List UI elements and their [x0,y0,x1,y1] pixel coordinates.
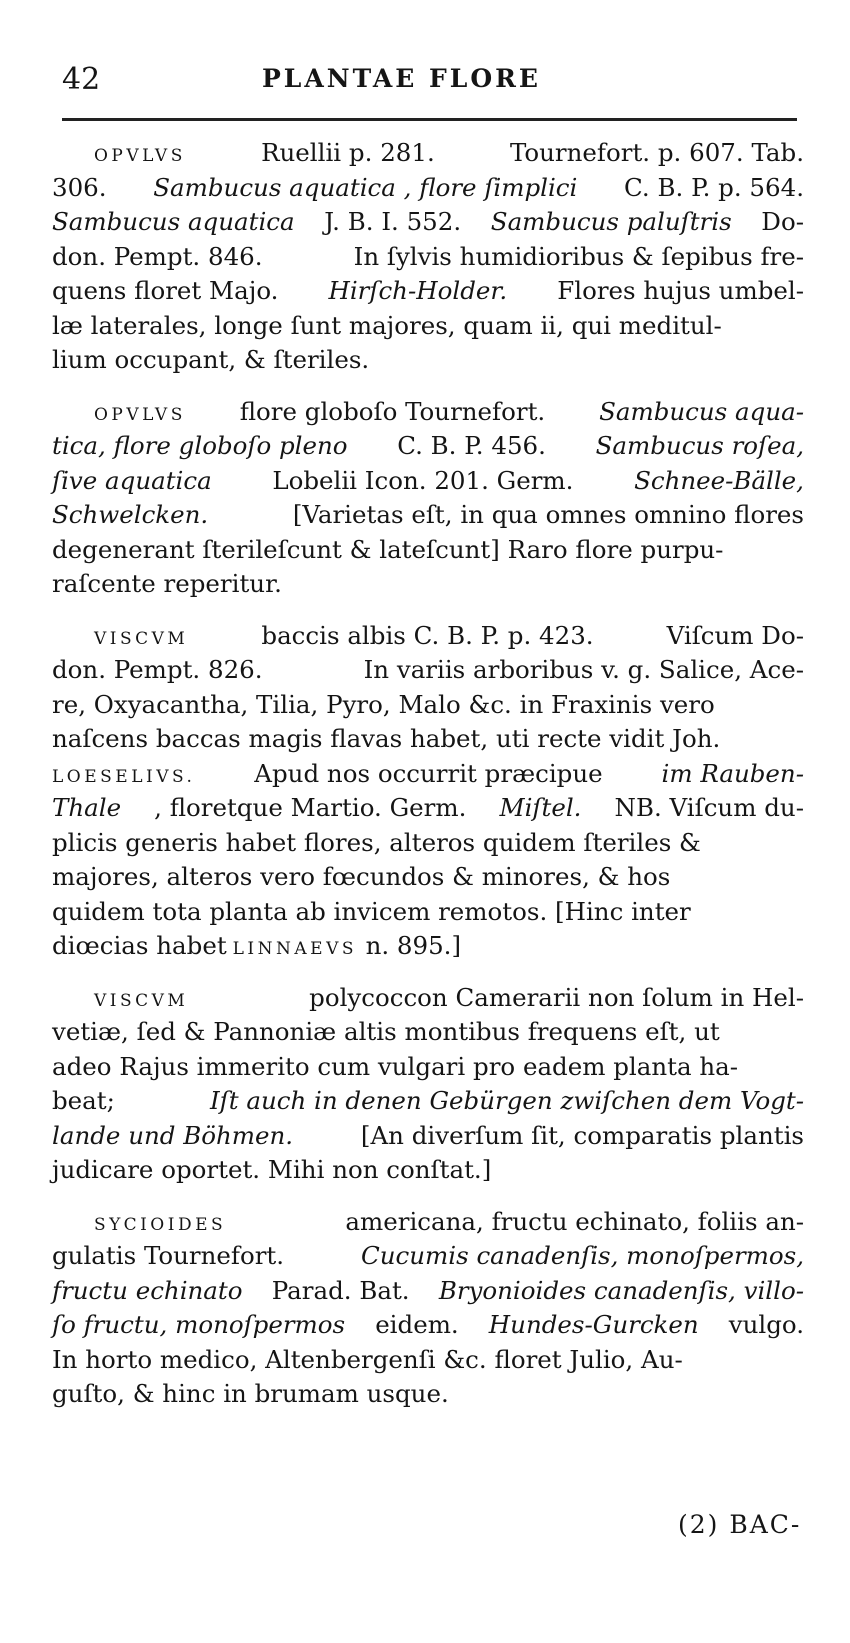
text-line [52,309,804,344]
text-line [52,688,804,723]
text-line [52,1308,804,1343]
text-line [52,860,804,895]
text-segment: n. 895.] [365,931,462,960]
text-segment: J. B. I. 552. [324,207,462,236]
text-segment: , floretque Martio. Germ. [154,793,467,822]
text-segment: beat; [52,1086,115,1115]
italic-text: im Rauben- [661,758,804,788]
text-line [52,136,804,171]
text-segment: Ruellii p. 281. [261,138,435,167]
entry-paragraph [52,619,804,964]
text-line [52,1050,804,1085]
text-line [52,1239,804,1274]
italic-text: ſo fructu, monoſpermos [52,1310,346,1339]
text-line [52,826,804,861]
text-segment: baccis albis C. B. P. p. 423. [261,620,594,650]
text-line [52,205,804,240]
entry-heading-word: OPVLVS [94,404,186,425]
italic-text: Hirſch-Holder. [328,276,508,305]
text-segment: adeo Rajus immerito cum vulgari pro eadem planta ha- [52,1051,739,1081]
entry-paragraph [52,1205,804,1412]
text-line [52,722,804,757]
text-segment: læ laterales, longe ſunt majores, quam ii, qui meditul- [52,310,722,340]
text-segment: In ſylvis humidioribus & ſepibus fre- [353,241,804,271]
text-segment: 306. [52,172,107,202]
italic-text: Iſt auch in denen Gebürgen zwiſchen dem Vogt- [209,1086,804,1115]
text-segment: In variis arboribus v. g. Salice, Ace- [363,655,804,684]
text-line [52,274,804,309]
entry-heading-word: SYCIOIDES [94,1214,227,1235]
text-line [52,653,804,688]
text-line [52,343,804,378]
text-segment: quidem tota planta ab invicem remotos. [Hinc inter [52,896,691,926]
text-segment: vulgo. [728,1310,804,1339]
text-line [52,757,804,792]
entry-paragraph [52,981,804,1188]
text-segment: Tournefort. p. 607. Tab. [509,138,804,167]
italic-text: Bryonioides canadenſis, villo- [438,1275,804,1305]
text-segment: lium occupant, & ſteriles. [52,345,370,374]
text-line [52,395,804,430]
text-segment: Flores hujus umbel- [557,276,804,305]
text-segment: quens floret Majo. [52,276,279,305]
entry-paragraph [52,395,804,602]
italic-text: Thale [52,793,122,822]
entry-heading-word: VISCVM [94,628,189,649]
text-segment: degenerant ſterileſcunt & lateſcunt] Raro flore purpu- [52,534,724,564]
text-segment: [An diverſum ſit, comparatis plantis [360,1120,804,1150]
italic-text: Sambucus paluſtris [490,207,732,236]
italic-text: Sambucus aquatica , flore ſimplici [153,172,578,202]
text-segment: judicare oportet. Mihi non conſtat.] [52,1155,492,1184]
text-segment: re, Oxyacantha, Tilia, Pyro, Malo &c. in Fraxinis vero [52,689,715,719]
entry-heading-word: LINNAEVS [232,939,357,959]
entry-heading-word: LOESELIVS. [52,766,196,787]
italic-text: ſive aquatica [52,465,212,495]
italic-text: fructu echinato [52,1275,243,1305]
text-line [52,1153,804,1188]
text-segment: polycoccon Camerarii non ſolum in Hel- [309,982,804,1012]
text-line [52,1084,804,1119]
text-line [52,171,804,206]
italic-text: Sambucus roſea, [595,431,804,460]
text-segment: don. Pempt. 846. [52,241,263,271]
text-segment: americana, fructu echinato, foliis an- [345,1206,804,1236]
text-segment: In horto medico, Altenbergenſi &c. floret Julio, Au- [52,1344,683,1374]
text-segment: NB. Viſcum du- [614,793,804,822]
text-line [52,895,804,930]
italic-text: Sambucus aqua- [599,396,804,426]
text-segment: don. Pempt. 826. [52,655,263,684]
header-rule [62,118,797,121]
text-line [52,619,804,654]
text-line [52,1015,804,1050]
text-line [52,464,804,499]
italic-text: Schnee-Bälle, [634,465,804,495]
italic-text: Hundes-Gurcken [488,1310,699,1339]
text-segment: C. B. P. p. 564. [624,172,804,202]
text-segment: Do- [761,207,804,236]
text-line [52,929,804,964]
italic-text: Schwelcken. [52,500,209,529]
text-line [52,533,804,568]
page-header [62,62,792,102]
text-line [52,1377,804,1412]
entry-heading-word: OPVLVS [94,146,186,166]
text-segment: [Varietas eſt, in qua omnes omnino flores [292,500,804,529]
text-line [52,981,804,1016]
text-line [52,1119,804,1154]
text-segment: flore globoſo Tournefort. [239,396,546,426]
text-segment: Parad. Bat. [271,1275,410,1305]
text-segment: eidem. [375,1310,459,1339]
text-line [52,498,804,533]
text-segment: raſcente reperitur. [52,569,282,598]
text-line [52,1205,804,1240]
body-text [52,136,804,1429]
italic-text: Miſtel. [499,793,582,822]
text-line [52,791,804,826]
text-segment: Apud nos occurrit præcipue [254,758,603,788]
page-number: 42 [62,62,101,97]
running-head: PLANTAE FLORE [262,64,541,93]
text-segment: C. B. P. 456. [397,431,546,460]
entry-heading-word: VISCVM [94,990,189,1011]
text-segment: Viſcum Do- [666,620,804,650]
text-segment: Lobelii Icon. 201. Germ. [272,465,574,495]
entry-paragraph [52,136,804,378]
text-segment: plicis generis habet flores, alteros quidem ſteriles & [52,827,701,857]
italic-text: Sambucus aquatica [52,207,295,236]
text-segment: vetiæ, ſed & Pannoniæ altis montibus frequens eſt, ut [52,1017,720,1046]
text-segment: naſcens baccas magis flavas habet, uti recte vidit Joh. [52,724,721,753]
text-line [52,429,804,464]
italic-text: lande und Böhmen. [52,1120,294,1150]
text-line [52,567,804,602]
text-segment: guſto, & hinc in brumam usque. [52,1379,449,1408]
text-segment: gulatis Tournefort. [52,1241,285,1270]
text-segment: diœcias habet [52,931,227,960]
italic-text: tica, flore globoſo pleno [52,431,348,460]
italic-text: Cucumis canadenſis, monoſpermos, [361,1241,804,1270]
text-line [52,1343,804,1378]
text-line [52,240,804,275]
text-segment: majores, alteros vero fœcundos & minores, & hos [52,862,671,891]
catchword: (2) BAC- [678,1510,802,1539]
text-line [52,1274,804,1309]
